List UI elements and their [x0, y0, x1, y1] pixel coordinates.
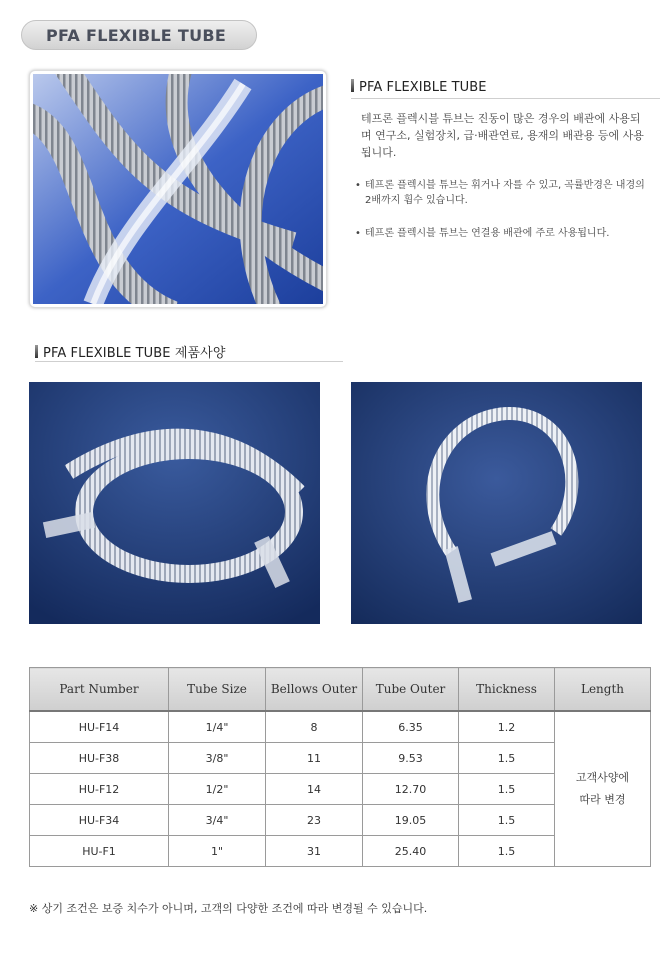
cell-bellows-outer: 31	[266, 836, 363, 867]
cell-tube-size: 1/2"	[169, 774, 266, 805]
column-header-tube-size: Tube Size	[169, 668, 266, 712]
table-row	[30, 711, 651, 743]
cell-part-number: HU-F12	[30, 774, 169, 805]
cell-tube-size: 1/4"	[169, 711, 266, 743]
cell-part-number: HU-F38	[30, 743, 169, 774]
cell-tube-outer: 9.53	[363, 743, 459, 774]
intro-bullet: • 테프론 플렉시블 튜브는 휘거나 자를 수 있고, 곡률반경은 내경의 2배까지 휨수 있습니다.	[355, 180, 645, 206]
cell-tube-outer: 12.70	[363, 774, 459, 805]
column-header-length: Length	[555, 668, 651, 712]
spec-heading: PFA FLEXIBLE TUBE 제품사양	[35, 342, 225, 361]
cell-bellows-outer: 8	[266, 711, 363, 743]
cell-part-number: HU-F1	[30, 836, 169, 867]
cell-tube-size: 3/8"	[169, 743, 266, 774]
intro-bullet: • 테프론 플렉시블 튜브는 연결용 배관에 주로 사용됩니다.	[355, 228, 610, 239]
cell-thickness: 1.5	[459, 774, 555, 805]
column-header-tube-outer: Tube Outer	[363, 668, 459, 712]
heading-bar-icon	[351, 79, 354, 92]
cell-part-number: HU-F34	[30, 805, 169, 836]
cell-tube-outer: 6.35	[363, 711, 459, 743]
page-title: PFA FLEXIBLE TUBE	[46, 26, 227, 45]
intro-heading: PFA FLEXIBLE TUBE	[351, 79, 487, 95]
spec-photo-loop-tube	[351, 382, 642, 624]
column-header-bellows-outer: Bellows Outer	[266, 668, 363, 712]
table-header-row	[30, 668, 651, 712]
cell-tube-outer: 25.40	[363, 836, 459, 867]
cell-thickness: 1.2	[459, 711, 555, 743]
cell-length: 고객사양에 따라 변경	[555, 711, 651, 867]
page-title-banner	[21, 20, 257, 50]
cell-bellows-outer: 23	[266, 805, 363, 836]
cell-thickness: 1.5	[459, 836, 555, 867]
cell-thickness: 1.5	[459, 743, 555, 774]
spec-heading-divider	[35, 361, 343, 362]
footnote: ※ 상기 조건은 보증 치수가 아니며, 고객의 다양한 조건에 따라 변경될 수 있습니다.	[29, 902, 428, 915]
cell-tube-size: 1"	[169, 836, 266, 867]
main-product-photo	[29, 70, 327, 308]
spec-table	[29, 667, 651, 867]
column-header-part-number: Part Number	[30, 668, 169, 712]
intro-heading-divider	[351, 98, 660, 99]
cell-thickness: 1.5	[459, 805, 555, 836]
cell-bellows-outer: 11	[266, 743, 363, 774]
heading-bar-icon	[35, 345, 38, 358]
spec-photo-coiled-tube	[29, 382, 320, 624]
cell-part-number: HU-F14	[30, 711, 169, 743]
cell-tube-size: 3/4"	[169, 805, 266, 836]
intro-description: 테프론 플렉시블 튜브는 진동이 많은 경우의 배관에 사용되며 연구소, 실험장치, 급·배관연료, 용재의 배관용 등에 사용됩니다.	[361, 112, 644, 159]
cell-tube-outer: 19.05	[363, 805, 459, 836]
cell-bellows-outer: 14	[266, 774, 363, 805]
column-header-thickness: Thickness	[459, 668, 555, 712]
